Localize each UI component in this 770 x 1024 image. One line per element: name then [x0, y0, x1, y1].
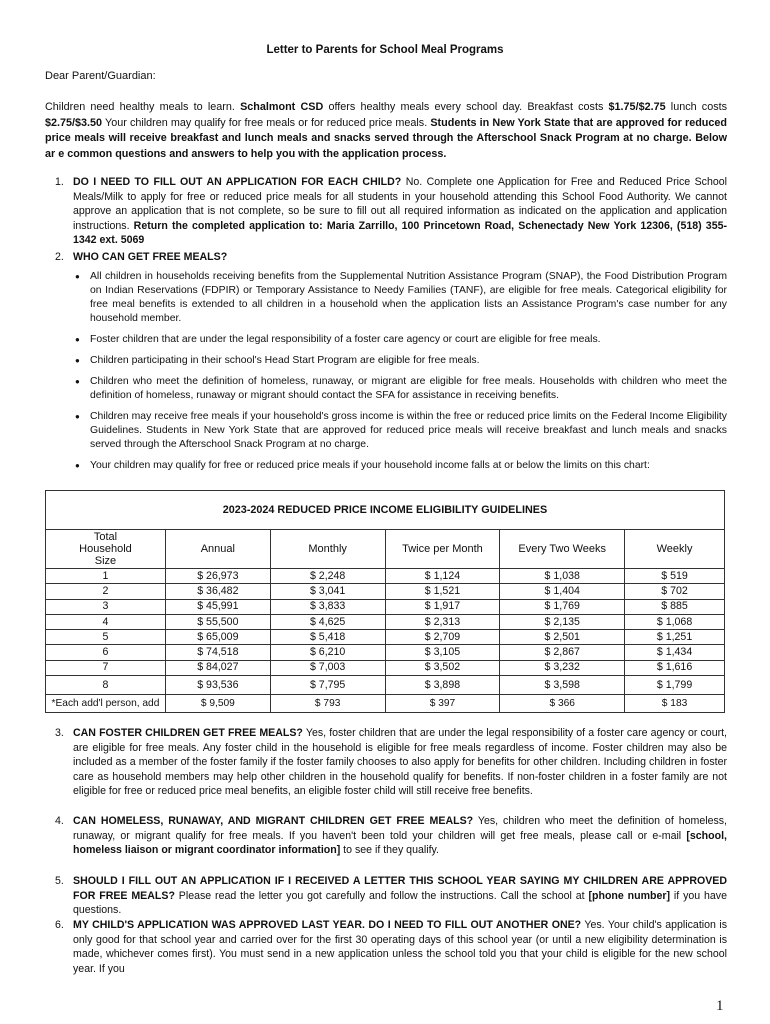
table-cell: $ 2,709	[385, 630, 500, 645]
column-header: Total Household Size	[46, 530, 166, 569]
list-item: ● Children may receive free meals if your household's gross income is within the free or reduced price limits on the Federal Income Eligibility Guidelines. Students in New York State that are approved for reduced price meals will receive breakfast and lunch meals and snacks served through the Afterschool Snack Program at no charge.	[75, 410, 727, 452]
table-cell: $ 6,210	[270, 645, 385, 660]
contact-placeholder: [school, homeless liaison or migrant coordinator information]	[73, 829, 727, 856]
intro-text: Your children may qualify for free meals or for reduced price meals.	[102, 116, 431, 129]
phone-placeholder: [phone number]	[588, 889, 671, 902]
table-row	[46, 614, 725, 629]
column-header: Twice per Month	[385, 530, 500, 569]
table-cell: $ 36,482	[165, 584, 270, 599]
table-cell: $ 3,105	[385, 645, 500, 660]
question-number: 5.	[55, 875, 64, 887]
question-heading: DO I NEED TO FILL OUT AN APPLICATION FOR EACH CHILD?	[73, 176, 402, 188]
table-row	[46, 630, 725, 645]
table-row	[46, 645, 725, 660]
question-heading: SHOULD I FILL OUT AN APPLICATION IF I RECEIVED A LETTER THIS SCHOOL YEAR SAYING MY CHILDREN ARE APPROVED FOR FREE MEALS?	[73, 875, 727, 902]
question-1	[55, 175, 727, 248]
return-address: Return the completed application to: Maria Zarrillo, 100 Princetown Road, Schenectady New York 12306, (518) 355-1342 ext. 5069	[73, 219, 728, 246]
intro-text: Children need healthy meals to learn.	[45, 101, 241, 113]
page-title: Letter to Parents for School Meal Programs	[266, 44, 504, 56]
question-2	[55, 250, 727, 265]
table-cell: $ 5,418	[270, 630, 385, 645]
lunch-price: $2.75/$3.50	[45, 116, 103, 129]
table-cell: $ 2,313	[385, 614, 500, 629]
table-cell: $ 1,616	[625, 660, 725, 675]
column-header: Monthly	[270, 530, 385, 569]
page-number: 1	[716, 998, 724, 1014]
table-cell: $ 183	[625, 695, 725, 713]
answer-text: to see if they qualify.	[340, 844, 439, 856]
table-cell: $ 7,003	[270, 660, 385, 675]
list-item: ● Children participating in their school's Head Start Program are eligible for free meals.	[75, 354, 727, 368]
table-cell: $ 1,521	[385, 584, 500, 599]
table-cell: $ 3,502	[385, 660, 500, 675]
table-cell: 6	[46, 645, 166, 660]
list-item: ● Children who meet the definition of homeless, runaway, or migrant are eligible for free meals. Households with children who meet the definition of homeless, runaway or migrant should contact the SFA for assistance in receiving benefits.	[75, 375, 727, 403]
table-cell: 5	[46, 630, 166, 645]
table-cell: $ 1,038	[500, 569, 625, 584]
table-cell: $ 1,799	[625, 676, 725, 695]
table-cell: $ 2,135	[500, 614, 625, 629]
table-cell: 8	[46, 676, 166, 695]
table-cell: $ 74,518	[165, 645, 270, 660]
question-6	[55, 918, 727, 976]
table-cell: 3	[46, 599, 166, 614]
table-row	[46, 660, 725, 675]
table-cell: 2	[46, 584, 166, 599]
district-name: Schalmont CSD	[240, 101, 324, 113]
table-cell: $ 9,509	[165, 695, 270, 713]
table-cell: $ 702	[625, 584, 725, 599]
table-cell: 4	[46, 614, 166, 629]
table-cell: 1	[46, 569, 166, 584]
table-cell: $ 1,404	[500, 584, 625, 599]
table-cell: *Each add'l person, add	[46, 695, 166, 713]
intro-text: offers healthy meals every school day. Breakfast costs	[323, 101, 609, 113]
table-cell: $ 397	[385, 695, 500, 713]
table-cell: $ 7,795	[270, 676, 385, 695]
intro-paragraph	[45, 100, 727, 162]
table-cell: $ 1,124	[385, 569, 500, 584]
table-cell: $ 1,251	[625, 630, 725, 645]
question-heading: WHO CAN GET FREE MEALS?	[73, 251, 228, 263]
table-cell: 7	[46, 660, 166, 675]
question-heading: CAN HOMELESS, RUNAWAY, AND MIGRANT CHILDREN GET FREE MEALS?	[73, 815, 474, 827]
question-heading: MY CHILD'S APPLICATION WAS APPROVED LAST YEAR. DO I NEED TO FILL OUT ANOTHER ONE?	[73, 919, 582, 931]
table-cell: $ 3,833	[270, 599, 385, 614]
answer-text: if you have questions.	[73, 889, 727, 916]
intro-bold-text: Students in New York State that are approved for reduced price meals will receive breakfast and lunch meals and snacks served through the Afterschool Snack Program at no charge. Below ar e common questions and answers to help you with the application process.	[45, 116, 727, 160]
table-cell: $ 3,232	[500, 660, 625, 675]
table-cell: $ 3,041	[270, 584, 385, 599]
table-cell: $ 1,917	[385, 599, 500, 614]
table-cell: $ 55,500	[165, 614, 270, 629]
table-cell: $ 45,991	[165, 599, 270, 614]
question-5	[55, 874, 727, 918]
table-row	[46, 584, 725, 599]
column-header: Weekly	[625, 530, 725, 569]
table-row	[46, 569, 725, 584]
question-number: 4.	[55, 815, 64, 827]
table-cell: $ 84,027	[165, 660, 270, 675]
table-cell: $ 3,898	[385, 676, 500, 695]
table-cell: $ 3,598	[500, 676, 625, 695]
table-row	[46, 695, 725, 713]
answer-text: Please read the letter you got carefully and follow the instructions. Call the school at	[174, 889, 589, 902]
question-3	[55, 726, 727, 799]
answer-text: No. Complete one Application for Free and Reduced Price School Meals/Milk to apply for free or reduced price meals for all students in your household attending this School Food Authority. We cannot approve an application that is not complete, so be sure to fill out all required information as indicated on the application and application instructions.	[73, 176, 727, 232]
list-item: ● Foster children that are under the legal responsibility of a foster care agency or court are eligible for free meals.	[75, 333, 727, 347]
table-cell: $ 2,867	[500, 645, 625, 660]
list-item: ● Your children may qualify for free or reduced price meals if your household income falls at or below the limits on this chart:	[75, 459, 727, 473]
table-row	[46, 676, 725, 695]
question-number: 2.	[55, 251, 64, 263]
column-header: Annual	[165, 530, 270, 569]
eligibility-bullets	[75, 270, 727, 480]
table-cell: $ 885	[625, 599, 725, 614]
table-cell: $ 93,536	[165, 676, 270, 695]
table-cell: $ 793	[270, 695, 385, 713]
question-heading: CAN FOSTER CHILDREN GET FREE MEALS?	[73, 727, 303, 739]
intro-text: lunch costs	[665, 101, 728, 113]
salutation: Dear Parent/Guardian:	[45, 70, 156, 82]
answer-text: Yes, foster children that are under the legal responsibility of a foster care agency or court, are eligible for free meals. Any foster child in the household is eligible for free meals regardless of income. Foster children may also be included as a member of the foster family if the foster family chooses to also apply for benefits for other children. Including children in foster care as household members may help other children in the household qualify for benefits. If non-foster children in a foster family are not eligible for free or reduced price meal benefits, an eligible foster child will still receive free benefits.	[73, 727, 727, 797]
table-cell: $ 1,068	[625, 614, 725, 629]
answer-text: Yes. Your child's application is only good for that school year and carried over for the first 30 operating days of this school year (or until a new eligibility determination is made, whichever comes first). You must send in a new application unless the school told you that your child is eligible for the new school year. If you	[73, 919, 727, 975]
question-number: 6.	[55, 919, 64, 931]
column-header: Every Two Weeks	[500, 530, 625, 569]
breakfast-price: $1.75/$2.75	[608, 101, 666, 113]
table-cell: $ 366	[500, 695, 625, 713]
table-cell: $ 1,769	[500, 599, 625, 614]
table-title-row	[46, 491, 725, 530]
question-number: 1.	[55, 176, 64, 188]
list-item: ● All children in households receiving benefits from the Supplemental Nutrition Assistance Program (SNAP), the Food Distribution Program on Indian Reservations (FDPIR) or Temporary Assistance to Needy Families (TANF), are eligible for free meals. Categorical eligibility for free meal benefits is extended to all children in a household when the application lists an Assistance Program's case number for any household member.	[75, 270, 727, 326]
table-cell: $ 519	[625, 569, 725, 584]
table-title: 2023-2024 REDUCED PRICE INCOME ELIGIBILITY GUIDELINES	[46, 491, 725, 530]
table-cell: $ 2,248	[270, 569, 385, 584]
table-cell: $ 1,434	[625, 645, 725, 660]
table-cell: $ 4,625	[270, 614, 385, 629]
table-row	[46, 599, 725, 614]
answer-text: Yes, children who meet the definition of homeless, runaway, or migrant qualify for free meals. If you haven't been told your children will get free meals, please call or e-mail	[73, 815, 727, 842]
table-header-row	[46, 530, 725, 569]
income-eligibility-table	[45, 490, 725, 713]
question-4	[55, 814, 727, 858]
table-cell: $ 65,009	[165, 630, 270, 645]
table-cell: $ 2,501	[500, 630, 625, 645]
table-cell: $ 26,973	[165, 569, 270, 584]
question-number: 3.	[55, 727, 64, 739]
